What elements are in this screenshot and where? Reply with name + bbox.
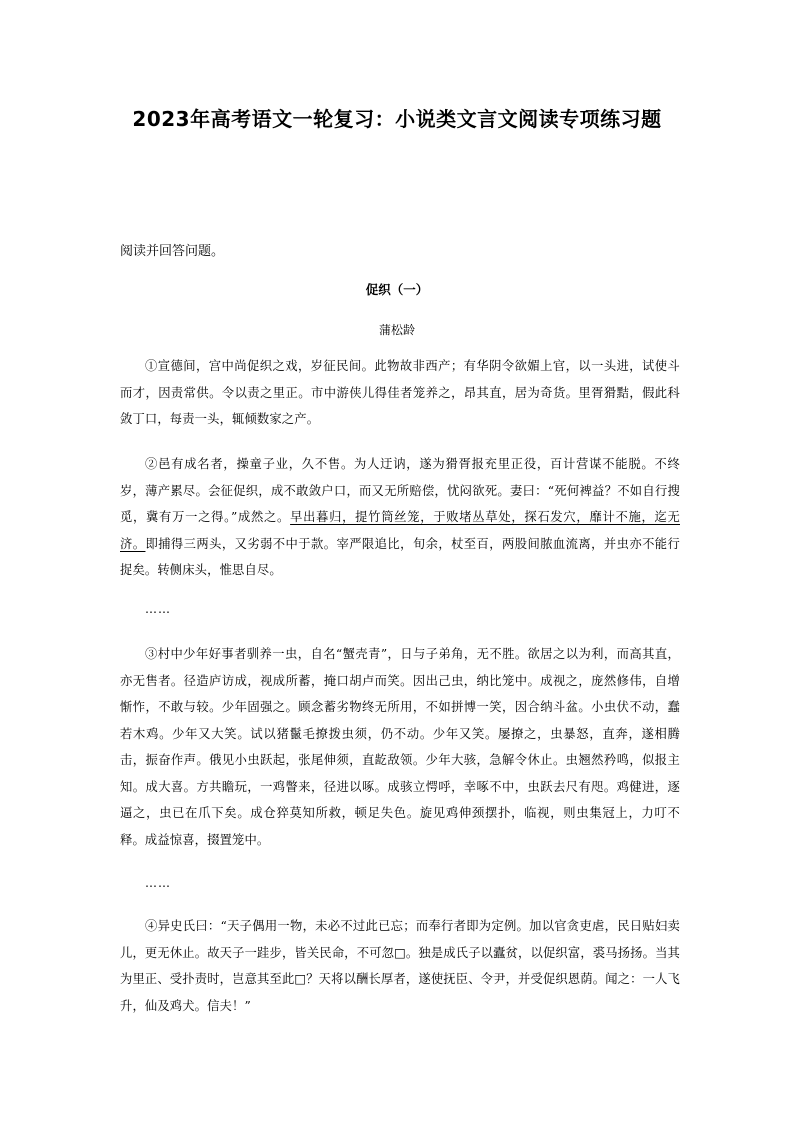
paragraph-1: ①宣德间，宫中尚促织之戏，岁征民间。此物故非西产；有华阴令欲媚上官，以一头进，试使斗而才，因责常供。令以责之里正。市中游侠儿得佳者笼养之，昂其直，居为奇货。里胥猾黠，假此科敛丁口，每责一头，辄倾数家之产。 <box>120 359 680 426</box>
reading-instruction: 阅读并回答问题。 <box>120 244 225 259</box>
paragraph-4: ④异史氏曰：“天子偶用一物，未必不过此已忘；而奉行者即为定例。加以官贪吏虐，民日贴妇卖儿，更无休止。故天子一跬步，皆关民命，不可忽□。独是成氏子以蠹贫，以促织富，裘马扬扬。当其为里正、受扑责时，岂意其至此□？天将以酬长厚者，遂使抚臣、令尹，并受促织恩荫。闻之：一人飞升，仙及鸡犬。信夫！” <box>120 919 680 1013</box>
paragraph-3: ③村中少年好事者驯养一虫，自名“蟹壳青”，日与子弟角，无不胜。欲居之以为利，而高其直，亦无售者。径造庐访成，视成所蓄，掩口胡卢而笑。因出己虫，纳比笼中。成视之，庞然修伟，自增惭怍，不敢与较。少年固强之。顾念蓄劣物终无所用，不如拼博一笑，因合纳斗盆。小虫伏不动，蠢若木鸡。少年又大笑。试以猪鬣毛撩拨虫须，仍不动。少年又笑。屡撩之，虫暴怒，直奔，遂相腾击，振奋作声。俄见小虫跃起，张尾伸须，直龁敌领。少年大骇，急解令休止。虫翘然矜鸣，似报主知。成大喜。方共瞻玩，一鸡瞥来，径进以啄。成骇立愕呼，幸啄不中，虫跃去尺有咫。鸡健进，逐逼之，虫已在爪下矣。成仓猝莫知所救，顿足失色。旋见鸡伸颈摆扑，临视，则虫集冠上，力叮不释。成益惊喜，掇置笼中。 <box>120 647 680 847</box>
paragraph-2-text-after: 即捕得三两头，又劣弱不中于款。宰严限追比，旬余，杖至百，两股间脓血流离，并虫亦不能行捉矣。转侧床头，惟思自尽。 <box>120 536 680 577</box>
passage-title: 促织（一） <box>365 282 429 297</box>
paragraph-2-text-before: ②邑有成名者，操童子业，久不售。为人迂讷，遂为猾胥报充里正役，百计营谋不能脱。不终岁，薄产累尽。会征促织，成不敢敛户口，而又无所赔偿，忧闷欲死。妻曰：“死何裨益？不如自行搜觅，冀有万一之得。”成然之。 <box>120 457 680 524</box>
passage-author: 蒲松龄 <box>378 323 415 337</box>
ellipsis-2: …… <box>145 876 171 890</box>
document-title: 2023年高考语文一轮复习：小说类文言文阅读专项练习题 <box>132 107 662 131</box>
ellipsis-1: …… <box>145 602 171 616</box>
paragraph-2-underlined-sentence: 早出暮归，提竹筒丝笼，于败堵丛草处，探石发穴，靡计不施，迄无济。 <box>120 510 680 551</box>
paragraph-2 <box>120 451 680 584</box>
